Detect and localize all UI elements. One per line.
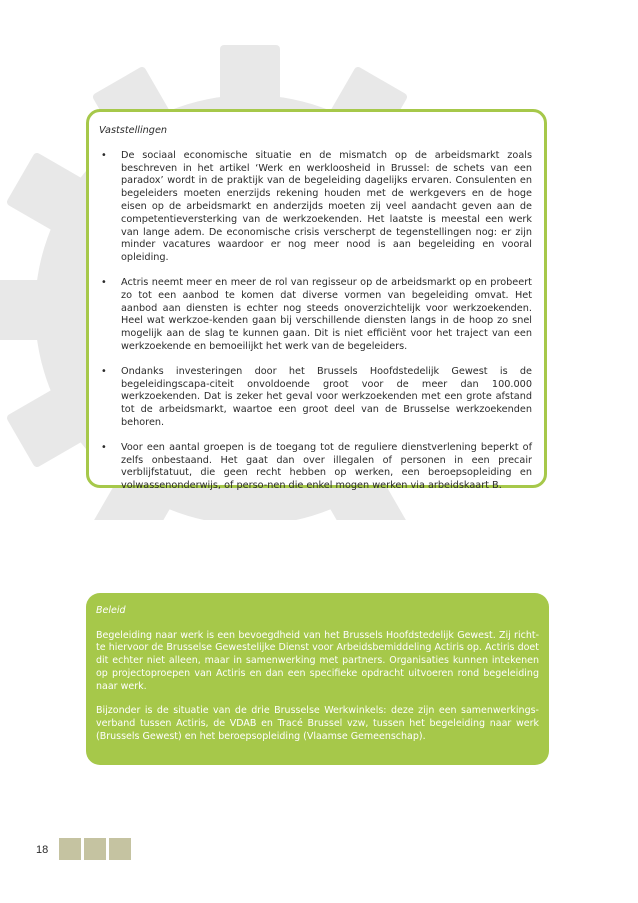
policy-paragraph: Bijzonder is de situatie van de drie Brusselse Werkwinkels: deze zijn een samenwerkings-verband tussen Actiris, de VDAB en Tracé Brussel vzw, tussen het begeleiding naar werk (Brussels Gewest) en het beroepsopleiding (Vlaamse Gemeenschap). bbox=[96, 705, 539, 742]
findings-box bbox=[86, 109, 547, 492]
bullet: • bbox=[101, 276, 107, 288]
footer-square bbox=[84, 838, 106, 860]
findings-list bbox=[99, 150, 532, 493]
footer-square bbox=[59, 838, 81, 860]
bullet: • bbox=[101, 365, 107, 377]
policy-paragraph: Begeleiding naar werk is een bevoegdheid van het Brussels Hoofdstedelijk Gewest. Zij richt-te hiervoor de Brusselse Gewestelijke Dienst voor Arbeidsbemiddeling Actiris op. Actiris doet dit echter niet alleen, maar in samenwerking met partners. Organisaties kunnen intekenen op projectoproepen van Actiris en dan een specifieke opdracht uitvoeren rond begeleiding naar werk. bbox=[96, 629, 539, 692]
list-item bbox=[99, 277, 532, 354]
list-item-text: Actris neemt meer en meer de rol van regisseur op de arbeidsmarkt op en probeert zo tot een aanbod te komen dat diverse vormen van begeleiding omvat. Het aanbod aan diensten is echter nog steeds onoverzichtelijk voor werkzoekenden. Heel wat werkzoe-kenden gaan bij verschillende diensten langs in de hoop zo snel mogelijk aan de slag te kunnen gaan. Dit is niet efficiënt voor het traject van een werkzoekende en bemoeilijkt het werk van de begeleiders. bbox=[121, 276, 532, 352]
list-item bbox=[99, 366, 532, 430]
bullet: • bbox=[101, 441, 107, 453]
policy-box bbox=[86, 593, 549, 765]
list-item bbox=[99, 442, 532, 493]
list-item-text: De sociaal economische situatie en de mismatch op de arbeidsmarkt zoals beschreven in het artikel ‘Werk en werkloosheid in Brussel: de schets van een paradox’ wordt in de praktijk van de begeleiding dagelijks ervaren. Consulenten en begeleiders moeten enerzijds rekening houden met de werkgevers en de hoge eisen op de arbeidsmarkt en anderzijds moeten zij veel aandacht geven aan de competentieversterking van de werkzoekenden. Het laatste is meestal een werk van lange adem. De economische crisis verscherpt de tegenstellingen nog: er zijn minder vacatures waardoor er nog meer nood is aan begeleiding en vooral opleiding. bbox=[121, 149, 532, 264]
footer-square bbox=[109, 838, 131, 860]
list-item bbox=[99, 150, 532, 265]
findings-title: Vaststellingen bbox=[99, 125, 168, 136]
list-item-text: Voor een aantal groepen is de toegang tot de reguliere dienstverlening beperkt of zelfs onbestaand. Het gaat dan over illegalen of personen in een precair verblijfstatuut, die geen recht hebben op werken, een beroepsopleiding en volwassenonderwijs, of perso-nen die enkel mogen werken via arbeidskaart B. bbox=[121, 441, 532, 492]
policy-title: Beleid bbox=[96, 605, 126, 616]
list-item-text: Ondanks investeringen door het Brussels Hoofdstedelijk Gewest is de begeleidingscapa-citeit onvoldoende groot voor de meer dan 100.000 werkzoekenden. Dat is zeker het geval voor werkzoekenden met een grote afstand tot de arbeidsmarkt, waartoe een groot deel van de Brusselse werkzoekenden behoren. bbox=[121, 365, 532, 428]
bullet: • bbox=[101, 149, 107, 161]
page-number: 18 bbox=[36, 844, 49, 856]
